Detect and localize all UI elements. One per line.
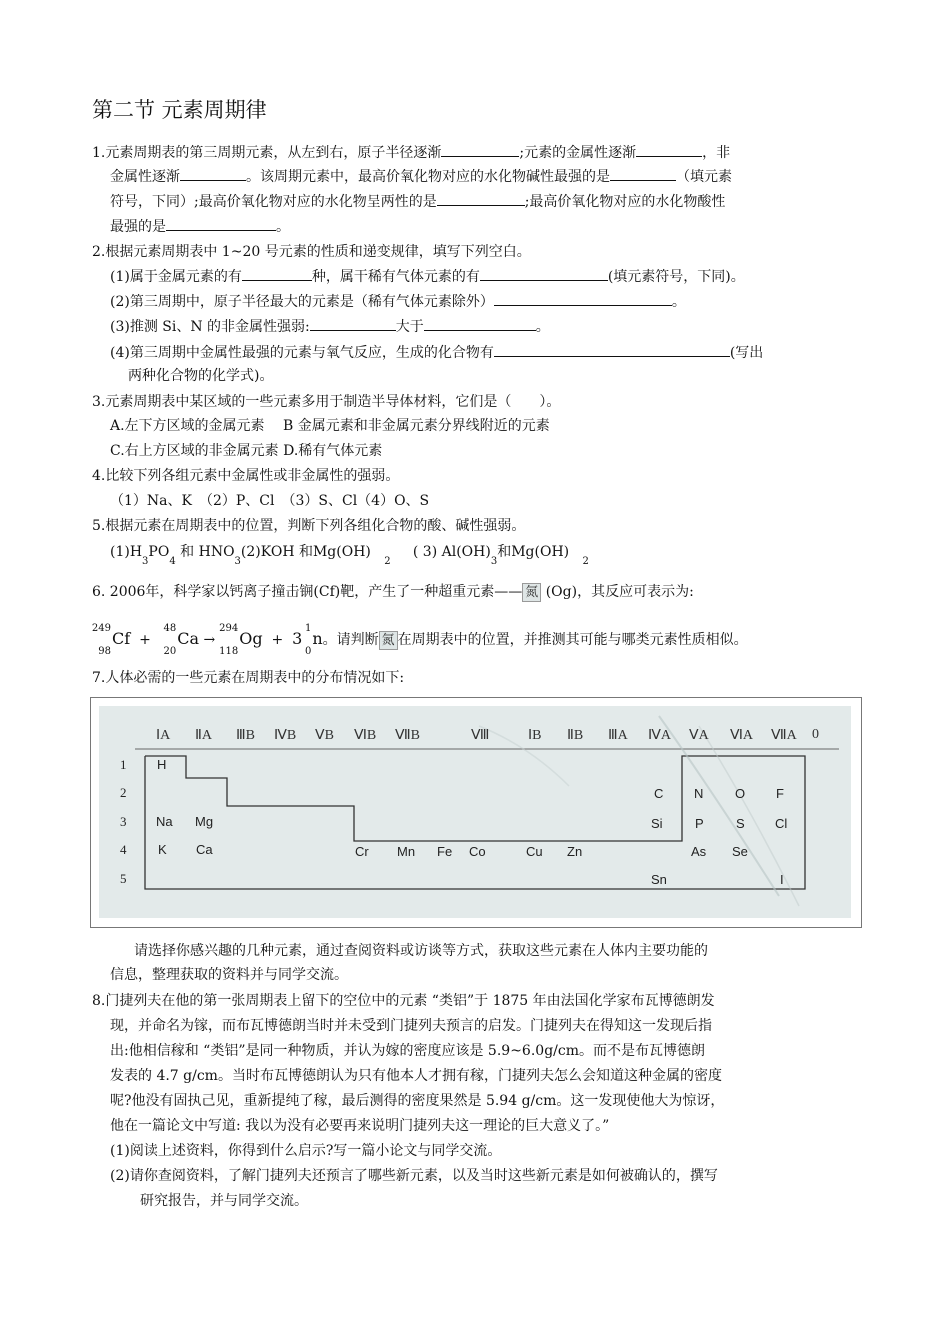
q2-text: (填元素符号，下同)。 (607, 269, 745, 285)
q4-heading: 4.比较下列各组元素中金属性或非金属性的强弱。 (92, 468, 400, 484)
answer-blank[interactable] (424, 316, 536, 331)
subscript: 3 (234, 556, 241, 567)
formula-text: ( 3) Al(OH) (412, 544, 491, 560)
q2-text: 。 (671, 294, 686, 310)
formula-text: 和 HNO (180, 544, 235, 560)
q1-text: （填元素 (676, 169, 732, 185)
element-symbol: n (312, 629, 323, 648)
answer-blank[interactable] (310, 316, 396, 331)
element-se: Se (732, 844, 748, 859)
element-mn: Mn (397, 844, 416, 859)
answer-blank[interactable] (480, 266, 608, 281)
q6-text: 6. 2006年，科学家以钙离子撞击锎(Cf)靶，产生了一种超重元素—— (92, 584, 523, 600)
q8-sub-2: (2)请你查阅资料，了解门捷列夫还预言了哪些新元素，以及当时这些新元素是如何被确认的，撰写 (110, 1168, 718, 1184)
answer-blank[interactable] (180, 166, 246, 181)
q2-text: (写出 (729, 345, 764, 361)
group-label: Ⅷ (471, 728, 490, 743)
q2-text: 。 (535, 319, 550, 335)
q3-options-ab: A.左下方区域的金属元素 B 金属元素和非金属元素分界线附近的元素 (110, 418, 550, 434)
period-label: 4 (120, 842, 127, 857)
formula-text: 和Mg(OH) (497, 544, 570, 560)
subscript: 4 (169, 556, 176, 567)
element-symbol: Og (239, 629, 263, 648)
group-label: ⅤA (689, 728, 709, 743)
q1-text: 。该周期元素中，最高价氧化物对应的水化物碱性最强的是 (246, 169, 610, 185)
q6-text: 在周期表中的位置，并推测其可能与哪类元素性质相似。 (397, 632, 748, 648)
period-label: 3 (120, 814, 127, 829)
period-label: 2 (120, 785, 127, 800)
isotope-cf (90, 623, 112, 657)
plus-sign: + (271, 632, 284, 648)
group-label: ⅢA (608, 728, 628, 743)
atomic-number: 98 (98, 646, 111, 657)
q4-items: （1）Na、K （2）P、Cl （3）S、Cl（4）O、S (110, 493, 430, 509)
q2-heading: 2.根据元素周期表中 1~20 号元素的性质和递变规律，填写下列空白。 (92, 244, 531, 260)
element-cu: Cu (526, 844, 543, 859)
group-label: ⅦA (771, 728, 797, 743)
q2-text: 大于 (395, 319, 424, 335)
atomic-number: 0 (304, 646, 312, 657)
q2-text: 种，属干稀有气体元素的有 (311, 269, 480, 285)
q6-line-1 (92, 582, 694, 602)
element-k: K (158, 842, 167, 857)
page-title: 第二节 元素周期律 (92, 98, 267, 122)
q1-text: ;最高价氧化物对应的水化物酸性 (524, 194, 726, 210)
q8-line-1: 8.门捷列夫在他的第一张周期表上留下的空位中的元素 “类铝”于 1875 年由法国化学家布瓦博德朗发 (92, 993, 715, 1009)
q2-sub-2 (110, 291, 686, 312)
element-c: C (654, 786, 664, 801)
q8-line-4: 发表的 4.7 g/cm。当时布瓦博德朗认为只有他本人才拥有稼，门捷列夫怎么会知道这种金属的密度 (110, 1068, 722, 1084)
group-label: ⅣA (648, 728, 672, 743)
oganesson-element-glyph: 氮 (522, 583, 541, 602)
q6-text: 。请判断 (322, 632, 379, 648)
oganesson-element-glyph: 氮 (379, 631, 398, 650)
element-fe: Fe (437, 844, 453, 859)
element-si: Si (651, 816, 663, 831)
isotope-og (215, 623, 239, 657)
element-n: N (694, 786, 704, 801)
q8-sub-1: (1)阅读上述资料，你得到什么启示?写一篇小论文与同学交流。 (110, 1143, 502, 1159)
q8-line-6: 他在一篇论文中写道: 我以为没有必要再来说明门捷列夫这一理论的巨大意义了。” (110, 1118, 610, 1134)
subscript: 3 (490, 556, 498, 567)
element-zn: Zn (567, 844, 583, 859)
formula-text: PO (148, 544, 170, 560)
q1-text: ，非 (702, 145, 731, 161)
answer-blank[interactable] (636, 142, 702, 157)
answer-blank[interactable] (166, 216, 276, 231)
element-p: P (695, 816, 704, 831)
q2-text: (4)第三周期中金属性最强的元素与氧气反应，生成的化合物有 (110, 345, 494, 361)
atomic-number: 20 (163, 646, 177, 657)
q5-formulas (110, 542, 589, 567)
mass-number: 294 (219, 623, 239, 634)
element-mg: Mg (195, 814, 214, 829)
q1-text: 最强的是 (110, 219, 166, 235)
answer-blank[interactable] (242, 266, 312, 281)
q2-sub-4 (110, 342, 763, 363)
q2-text: (1)属于金属元素的有 (110, 269, 242, 285)
q3-heading: 3.元素周期表中某区域的一些元素多用于制造半导体材料，它们是（ ）。 (92, 394, 561, 410)
q1-line-2 (110, 166, 732, 187)
plus-sign: + (139, 632, 151, 648)
q6-equation-line (90, 622, 748, 656)
element-sn: Sn (651, 872, 667, 887)
answer-blank[interactable] (441, 142, 519, 157)
subscript: 2 (582, 556, 589, 567)
q1-text: ;元素的金属性逐渐 (519, 145, 637, 161)
element-i: I (780, 872, 784, 887)
q1-line-4 (110, 216, 290, 237)
element-s: S (736, 816, 745, 831)
group-label: ⅠB (528, 728, 542, 743)
group-label: ⅤB (315, 728, 334, 743)
group-label: 0 (812, 727, 819, 742)
answer-blank[interactable] (437, 191, 525, 206)
periodic-table-image (99, 706, 851, 918)
group-label: ⅠA (156, 728, 171, 743)
element-cl: Cl (775, 816, 788, 831)
q8-sub-2-cont: 研究报告，并与同学交流。 (140, 1193, 308, 1209)
answer-blank[interactable] (610, 166, 676, 181)
q7-paragraph-2: 信息，整理获取的资料并与同学交流。 (110, 967, 348, 983)
coefficient: 3 (292, 629, 303, 648)
element-symbol: Cf (112, 629, 131, 648)
element-o: O (735, 786, 746, 801)
q8-line-2: 现，并命名为镓，而布瓦博德朗当时并未受到门捷列夫预言的启发。门捷列夫在得知这一发现后指 (110, 1018, 712, 1034)
q3-options-cd: C.右上方区域的非金属元素 D.稀有气体元素 (110, 443, 383, 459)
element-cr: Cr (355, 844, 369, 859)
reaction-arrow: → (203, 632, 216, 648)
isotope-n (302, 623, 312, 657)
group-label: ⅥB (354, 728, 377, 743)
q1-line-1 (92, 142, 730, 163)
q7-paragraph-1: 请选择你感兴趣的几种元素，通过查阅资料或访谈等方式，获取这些元素在人体内主要功能的 (134, 943, 708, 959)
subscript: 3 (142, 556, 149, 567)
subscript: 2 (384, 556, 391, 567)
q7-heading: 7.人体必需的一些元素在周期表中的分布情况如下: (92, 670, 405, 686)
formula-text: (1)H (110, 544, 143, 560)
q1-line-3 (110, 191, 725, 212)
group-label: ⅣB (274, 728, 297, 743)
group-label: ⅦB (395, 728, 421, 743)
q5-heading: 5.根据元素在周期表中的位置，判断下列各组化合物的酸、碱性强弱。 (92, 518, 526, 534)
element-f: F (776, 786, 784, 801)
q2-sub-1 (110, 266, 745, 287)
atomic-number: 118 (219, 646, 239, 657)
periodic-table-figure (90, 697, 862, 928)
answer-blank[interactable] (494, 291, 672, 306)
element-as: As (691, 844, 707, 859)
mass-number: 48 (163, 623, 177, 634)
period-label: 5 (120, 871, 127, 886)
q1-text: 。 (276, 219, 290, 235)
q2-sub-4-cont: 两种化合物的化学式)。 (128, 368, 274, 384)
period-label: 1 (120, 757, 127, 772)
element-co: Co (469, 844, 486, 859)
element-h: H (157, 757, 167, 772)
group-label: ⅢB (236, 728, 255, 743)
answer-blank[interactable] (494, 342, 730, 357)
q2-text: (3)推测 Si、N 的非金属性强弱: (110, 319, 310, 335)
q1-text: 金属性逐渐 (110, 169, 180, 185)
q1-text: 1.元素周期表的第三周期元素，从左到右，原子半径逐渐 (92, 145, 442, 161)
isotope-ca (155, 623, 177, 657)
mass-number: 249 (91, 623, 111, 634)
q2-text: (2)第三周期中，原子半径最大的元素是（稀有气体元素除外） (110, 294, 494, 310)
q6-text: (Og)，其反应可表示为: (541, 584, 694, 600)
q8-line-5: 呢?他没有固执己见，重新提纯了稼，最后测得的密度果然是 5.94 g/cm。这一发现使他大为惊讶， (110, 1093, 725, 1109)
formula-text: (2)KOH 和Mg(OH) (240, 544, 371, 560)
q2-sub-3 (110, 316, 550, 337)
q8-line-3: 出:他相信稼和 “类铝”是同一种物质，并认为嫁的密度应该是 5.9~6.0g/cm。而不是布瓦博德朗 (110, 1043, 705, 1059)
mass-number: 1 (304, 623, 312, 634)
element-na: Na (156, 814, 173, 829)
element-ca: Ca (196, 842, 213, 857)
group-label: ⅡB (567, 728, 584, 743)
group-label: ⅥA (730, 728, 754, 743)
q1-text: 符号，下同）;最高价氧化物对应的水化物呈两性的是 (110, 194, 437, 210)
group-label: ⅡA (195, 728, 213, 743)
element-symbol: Ca (177, 629, 200, 648)
